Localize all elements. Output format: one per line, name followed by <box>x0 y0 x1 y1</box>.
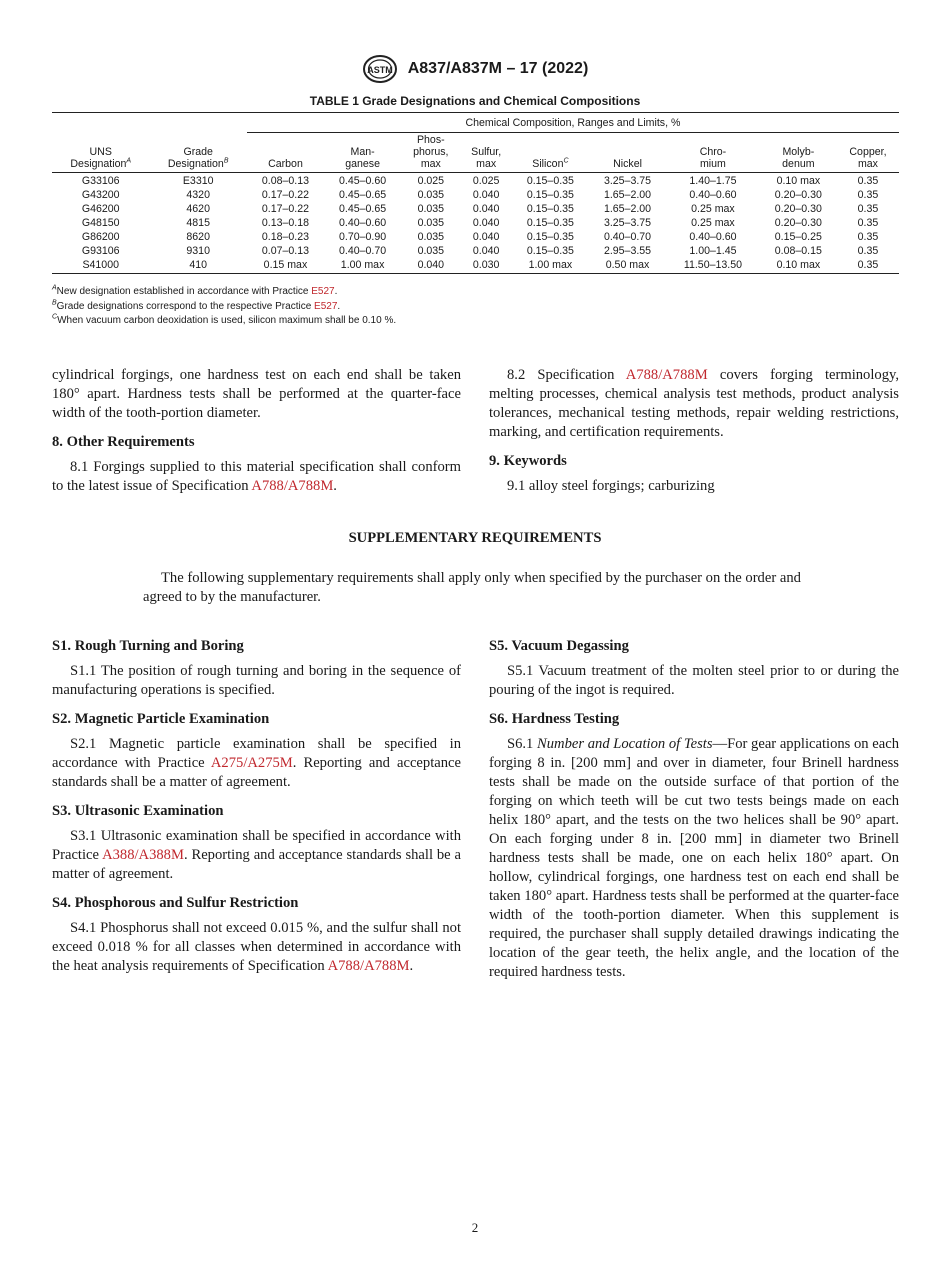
link-a788[interactable]: A788/A788M <box>327 958 410 974</box>
table-cell: 1.00 max <box>324 258 401 274</box>
table-cell: 0.15–0.35 <box>526 189 574 201</box>
table-cell: 0.25 max <box>691 217 735 229</box>
table-cell: 1.00 max <box>512 258 589 274</box>
table-cell: 0.40–0.70 <box>603 231 652 243</box>
table-row <box>52 230 899 244</box>
paragraph-9-1: 9.1 alloy steel forgings; carburizing <box>507 478 715 494</box>
table-cell: 1.00–1.45 <box>689 245 737 257</box>
paragraph-s5-1: S5.1 Vacuum treatment of the molten steel prior to or during the pouring of the ingot is required. <box>489 663 899 698</box>
table-cell: 3.25–3.75 <box>603 217 652 229</box>
paragraph-s2-1: S2.1 Magnetic particle examination shall be specified in accordance with Practice A275/A275M. Reporting and acceptance standards shall be a matter of agreement. <box>52 736 461 790</box>
supplementary-right-column <box>489 637 899 982</box>
table-cell: 0.030 <box>460 258 511 274</box>
table-cell: G43200 <box>81 189 120 201</box>
table-cell: 0.45–0.65 <box>339 203 387 215</box>
table-cell: 0.040 <box>472 245 500 257</box>
table-cell: 410 <box>149 258 246 274</box>
table-column-header: Man- ganese <box>324 133 401 173</box>
table-cell: 0.17–0.22 <box>261 203 310 215</box>
paragraph-continuation: cylindrical forgings, one hardness test on each end shall be taken 180° apart. Hardness tests shall be performed at the quarter-face width of the tooth-portion diameter. <box>52 367 461 421</box>
table-cell: 1.65–2.00 <box>603 189 652 201</box>
table-column-header: UNS Designation$^A$ <box>52 133 149 173</box>
table-cell: G93106 <box>81 245 120 257</box>
table-cell: 0.20–0.30 <box>774 217 822 229</box>
table-cell: 3.25–3.75 <box>603 175 652 187</box>
svg-text:ASTM: ASTM <box>366 65 393 75</box>
table-cell: 0.40–0.70 <box>339 245 387 257</box>
table-cell: 0.35 <box>857 203 879 215</box>
table-header-blank <box>52 113 149 133</box>
table-column-header: Sulfur, max <box>460 133 511 173</box>
table-cell: 0.040 <box>472 217 500 229</box>
table-cell: 0.20–0.30 <box>774 203 822 215</box>
table-cell: 0.10 max <box>760 258 837 274</box>
paragraph-s3-1: S3.1 Ultrasonic examination shall be specified in accordance with Practice A388/A388M. Reporting and acceptance standards shall be a matter of agreement. <box>52 828 461 882</box>
table-body <box>52 173 899 274</box>
table-cell: 0.15–0.35 <box>526 245 574 257</box>
document-title: A837/A837M – 17 (2022) <box>407 60 589 77</box>
section-heading-s3: S3. Ultrasonic Examination <box>52 803 224 819</box>
table-cell: 11.50–13.50 <box>666 258 760 274</box>
table-row <box>52 202 899 216</box>
table-cell: 0.35 <box>837 258 899 274</box>
table-cell: 0.35 <box>857 175 879 187</box>
astm-logo-icon <box>362 54 398 84</box>
table-cell: 4620 <box>186 203 210 215</box>
table-header-blank <box>149 113 246 133</box>
table-cell: 0.035 <box>417 231 445 243</box>
table-row <box>52 173 899 189</box>
table-column-header: Molyb- denum <box>760 133 837 173</box>
table-cell: 0.15 max <box>247 258 324 274</box>
link-a788[interactable]: A788/A788M <box>251 478 334 494</box>
table-cell: 0.10 max <box>776 175 821 187</box>
table-cell: 0.35 <box>857 189 879 201</box>
table-cell: 0.13–0.18 <box>261 217 310 229</box>
table-cell: 1.65–2.00 <box>603 203 652 215</box>
table-cell: 1.40–1.75 <box>689 175 737 187</box>
paragraph-s1-1: S1.1 The position of rough turning and boring in the sequence of manufacturing operations is specified. <box>52 663 461 698</box>
table-column-header: Grade Designation$^B$ <box>149 133 246 173</box>
table-cell: 0.15–0.35 <box>526 175 574 187</box>
table-cell: 8620 <box>186 231 210 243</box>
table-column-header: Chro- mium <box>666 133 760 173</box>
table-row <box>52 258 899 274</box>
table-column-header: Copper, max <box>837 133 899 173</box>
table-span-header: Chemical Composition, Ranges and Limits, % <box>247 113 899 133</box>
page-number: 2 <box>471 1220 479 1235</box>
link-a388[interactable]: A388/A388M <box>102 847 184 863</box>
footnote: $^C$When vacuum carbon deoxidation is used, silicon maximum shall be 0.10 %. <box>52 313 397 326</box>
table-cell: 0.035 <box>417 217 445 229</box>
table-cell: 0.20–0.30 <box>774 189 822 201</box>
table-cell: 9310 <box>186 245 210 257</box>
table-cell: 0.035 <box>417 245 445 257</box>
table-column-header: Silicon$^C$ <box>512 133 589 173</box>
table-cell: 0.040 <box>472 231 500 243</box>
table-cell: 0.15–0.25 <box>774 231 822 243</box>
supplementary-title: SUPPLEMENTARY REQUIREMENTS <box>348 530 602 546</box>
footnote: $^A$New designation established in accordance with Practice E527. <box>52 284 338 297</box>
table-cell: 2.95–3.55 <box>603 245 652 257</box>
table-cell: E3310 <box>182 175 214 187</box>
table-cell: 0.025 <box>417 175 445 187</box>
table-row <box>52 216 899 230</box>
table-cell: 0.40–0.60 <box>339 217 387 229</box>
table-cell: 0.040 <box>401 258 460 274</box>
table-caption: TABLE 1 Grade Designations and Chemical Compositions <box>309 94 641 108</box>
table-cell: 0.45–0.65 <box>339 189 387 201</box>
table-cell: 0.18–0.23 <box>261 231 310 243</box>
section-heading-s4: S4. Phosphorous and Sulfur Restriction <box>52 895 299 911</box>
paragraph-8-1: 8.1 Forgings supplied to this material specification shall conform to the latest issue of Specification A788/A788M. <box>52 459 461 494</box>
table-cell: 0.15–0.35 <box>526 203 574 215</box>
section-heading-8: 8. Other Requirements <box>52 434 195 450</box>
table-cell: 0.70–0.90 <box>339 231 387 243</box>
supplementary-intro: The following supplementary requirements shall apply only when specified by the purchaser on the order and agreed to by the manufacturer. <box>143 570 801 605</box>
table-cell: 0.25 max <box>691 203 735 215</box>
section-heading-s1: S1. Rough Turning and Boring <box>52 638 244 654</box>
table-cell: 0.40–0.60 <box>689 189 737 201</box>
table-cell: 0.035 <box>417 189 445 201</box>
chemical-composition-table <box>52 112 899 274</box>
table-cell: G46200 <box>81 203 120 215</box>
table-cell: G86200 <box>81 231 120 243</box>
table-cell: 0.40–0.60 <box>689 231 737 243</box>
table-cell: 0.07–0.13 <box>261 245 310 257</box>
paragraph-s4-1: S4.1 Phosphorus shall not exceed 0.015 %, and the sulfur shall not exceed 0.018 % for all classes when determined in accordance with the heat analysis requirements of Specification A788/A788M. <box>52 920 461 974</box>
left-column <box>52 366 461 496</box>
table-cell: G33106 <box>81 175 120 187</box>
table-cell: 0.17–0.22 <box>261 189 310 201</box>
section-heading-9: 9. Keywords <box>489 453 567 469</box>
table-cell: 0.040 <box>472 203 500 215</box>
page-header <box>0 54 950 84</box>
table-cell: 0.15–0.35 <box>526 231 574 243</box>
table-column-headers <box>52 133 899 173</box>
table-column-header: Phos- phorus, max <box>401 133 460 173</box>
supplementary-left-column <box>52 637 461 976</box>
right-column <box>489 366 899 496</box>
table-row <box>52 244 899 258</box>
section-heading-s2: S2. Magnetic Particle Examination <box>52 711 270 727</box>
paragraph-s6-1: S6.1 Number and Location of Tests—For gear applications on each forging 8 in. [200 mm] and over in diameter, four Brinell hardness tests shall be made on the outside surface of that portion of the forging on which teeth will be cut two tests beings made on each helix 180° apart, and the tests on the two helices shall be 90° apart. On each forging under 8 in. [200 mm] in diameter two Brinell hardness tests shall be made, one on each helix 180° apart. On hollow, cylindrical forgings, one hardness test on each end shall be taken 180° apart. Hardness tests shall be performed at the quarter-face width of the tooth-portion diameter. When this supplement is required, the purchaser shall supply detailed drawings indicating the location of the gear teeth, the helix angle, and the location of the required hardness tests. <box>489 736 899 980</box>
table-cell: 0.08–0.13 <box>261 175 310 187</box>
table-column-header: Nickel <box>589 133 666 173</box>
table-column-header: Carbon <box>247 133 324 173</box>
table-cell: 0.08–0.15 <box>774 245 822 257</box>
link-a275[interactable]: A275/A275M <box>210 755 293 771</box>
table-cell: 0.15–0.35 <box>526 217 574 229</box>
table-cell: 0.50 max <box>589 258 666 274</box>
table-row <box>52 188 899 202</box>
table-cell: 0.035 <box>417 203 445 215</box>
footnote: $^B$Grade designations correspond to the respective Practice E527. <box>52 299 341 312</box>
section-heading-s5: S5. Vacuum Degassing <box>489 638 629 654</box>
table-cell: G48150 <box>81 217 120 229</box>
table-footnotes <box>52 285 899 329</box>
footnote-link[interactable]: E527 <box>314 300 338 312</box>
link-a788[interactable]: A788/A788M <box>625 367 708 383</box>
table-cell: 0.025 <box>472 175 500 187</box>
table-cell: 4815 <box>186 217 210 229</box>
footnote-link[interactable]: E527 <box>311 286 335 297</box>
table-cell: 0.040 <box>472 189 500 201</box>
table-cell: 0.35 <box>857 231 879 243</box>
section-heading-s6: S6. Hardness Testing <box>489 711 620 727</box>
table-cell: 0.35 <box>857 245 879 257</box>
paragraph-8-2: 8.2 Specification A788/A788M covers forging terminology, melting processes, chemical analysis test methods, product analysis tolerances, mechanical testing methods, repair welding restrictions, marking, and certification requirements. <box>489 367 899 440</box>
table-cell: 0.45–0.60 <box>339 175 387 187</box>
table-cell: 4320 <box>186 189 210 201</box>
table-cell: S41000 <box>52 258 149 274</box>
table-cell: 0.35 <box>857 217 879 229</box>
